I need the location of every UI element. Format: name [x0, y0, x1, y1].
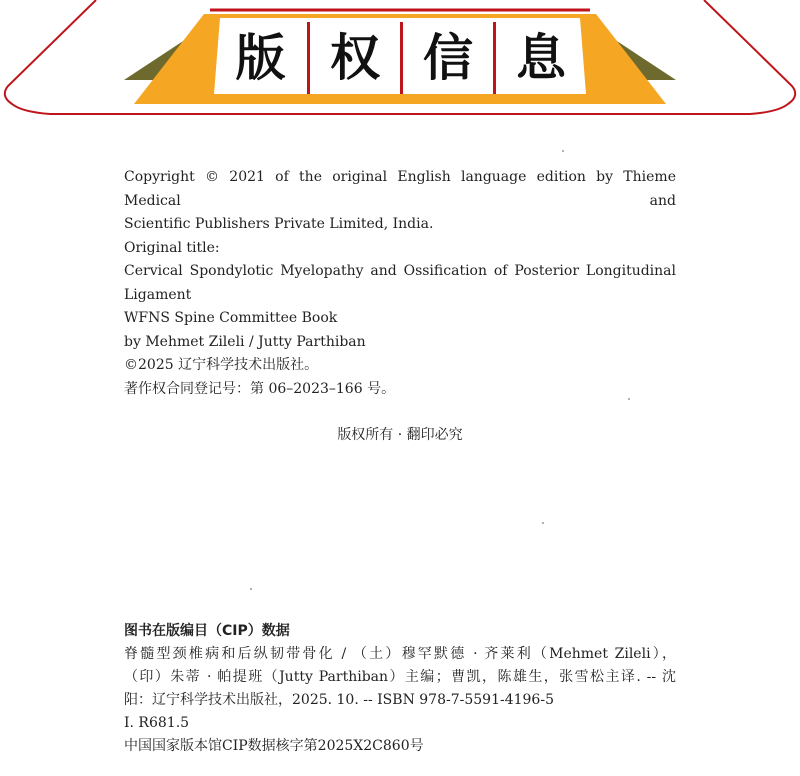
- series-name: WFNS Spine Committee Book: [124, 310, 338, 326]
- scan-speck: [250, 588, 252, 590]
- original-title: Cervical Spondylotic Myelopathy and Ossification of Posterior Longitudinal: [124, 263, 676, 279]
- scan-speck: [628, 398, 630, 400]
- publisher-block: [124, 354, 676, 401]
- cip-line: Ⅰ. R681.5: [124, 715, 190, 731]
- cip-line: （印）朱蒂 · 帕提班（Jutty Parthiban）主编；曹凯，陈雄生，张雪松主译. -- 沈: [124, 669, 676, 685]
- original-title-label: Original title:: [124, 239, 220, 256]
- authors: by Mehmet Zileli / Jutty Parthiban: [124, 333, 366, 350]
- rights-notice: 版权所有 · 翻印必究: [337, 427, 463, 443]
- cip-line: 脊髓型颈椎病和后纵韧带骨化 / （土）穆罕默德 · 齐莱利（Mehmet Zileli），: [124, 646, 676, 662]
- banner-char: 信: [400, 22, 493, 94]
- banner-title: [214, 22, 586, 94]
- cip-block: [124, 620, 676, 758]
- cip-line: 阳：辽宁科学技术出版社，2025. 10. -- ISBN 978-7-5591-4196-5: [124, 692, 554, 708]
- copyright-line: Scientific Publishers Private Limited, India.: [124, 216, 434, 232]
- banner-char: 权: [307, 22, 400, 94]
- banner-char: 息: [493, 22, 586, 94]
- copyright-line: Copyright © 2021 of the original English language edition by Thieme Medical and: [124, 169, 676, 209]
- scan-speck: [562, 150, 564, 152]
- scan-speck: [542, 522, 544, 524]
- banner-char: 版: [235, 29, 286, 87]
- contract-registration: 著作权合同登记号：第 06–2023–166 号。: [124, 380, 396, 397]
- publisher-copyright: ©2025 辽宁科学技术出版社。: [124, 357, 319, 373]
- copyright-block: [124, 166, 676, 354]
- cip-line: 中国国家版本馆CIP数据核字第2025X2C860号: [124, 738, 424, 754]
- original-title-cont: Ligament: [124, 286, 192, 303]
- cip-heading: 图书在版编目（CIP）数据: [124, 623, 290, 639]
